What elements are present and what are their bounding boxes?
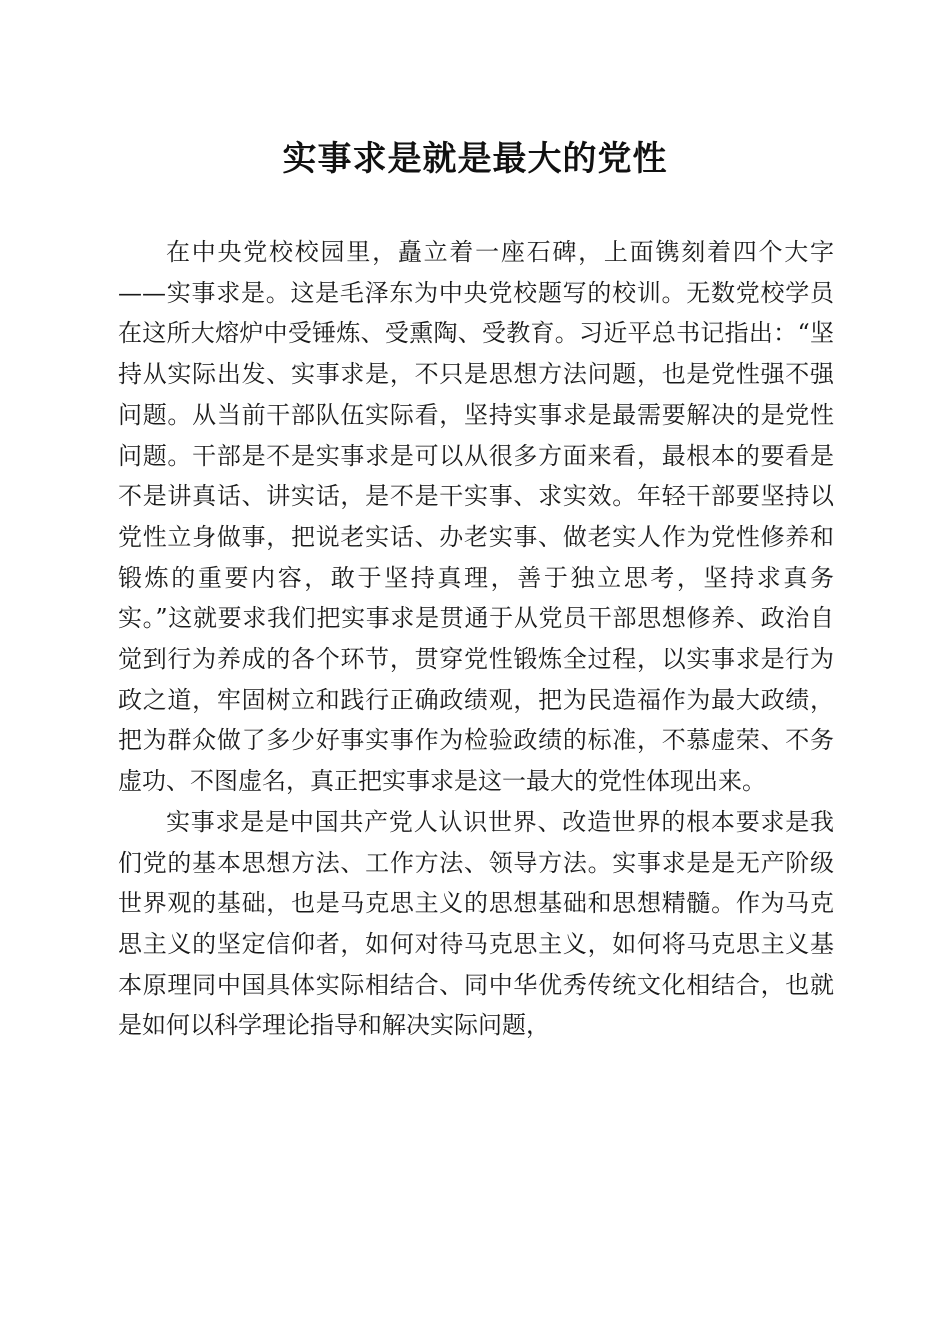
document-title: 实事求是就是最大的党性 bbox=[282, 139, 668, 179]
document-body bbox=[118, 232, 834, 1046]
paragraph-2: 实事求是是中国共产党人认识世界、改造世界的根本要求是我们党的基本思想方法、工作方法、领导方法。实事求是是无产阶级世界观的基础，也是马克思主义的思想基础和思想精髓。作为马克思主义的坚定信仰者，如何对待马克思主义，如何将马克思主义基本原理同中国具体实际相结合、同中华优秀传统文化相结合，也就是如何以科学理论指导和解决实际问题， bbox=[118, 807, 834, 1040]
paragraph-1: 在中央党校校园里，矗立着一座石碑，上面镌刻着四个大字——实事求是。这是毛泽东为中央党校题写的校训。无数党校学员在这所大熔炉中受锤炼、受熏陶、受教育。习近平总书记指出：“坚持从实际出发、实事求是，不只是思想方法问题，也是党性强不强问题。从当前干部队伍实际看，坚持实事求是最需要解决的是党性问题。干部是不是实事求是可以从很多方面来看，最根本的要看是不是讲真话、讲实话，是不是干实事、求实效。年轻干部要坚持以党性立身做事，把说老实话、办老实事、做老实人作为党性修养和锻炼的重要内容，敢于坚持真理，善于独立思考，坚持求真务实。”这就要求我们把实事求是贯通于从党员干部思想修养、政治自觉到行为养成的各个环节，贯穿党性锻炼全过程，以实事求是行为政之道，牢固树立和践行正确政绩观，把为民造福作为最大政绩，把为群众做了多少好事实事作为检验政绩的标准，不慕虚荣、不务虚功、不图虚名，真正把实事求是这一最大的党性体现出来。 bbox=[118, 238, 834, 796]
